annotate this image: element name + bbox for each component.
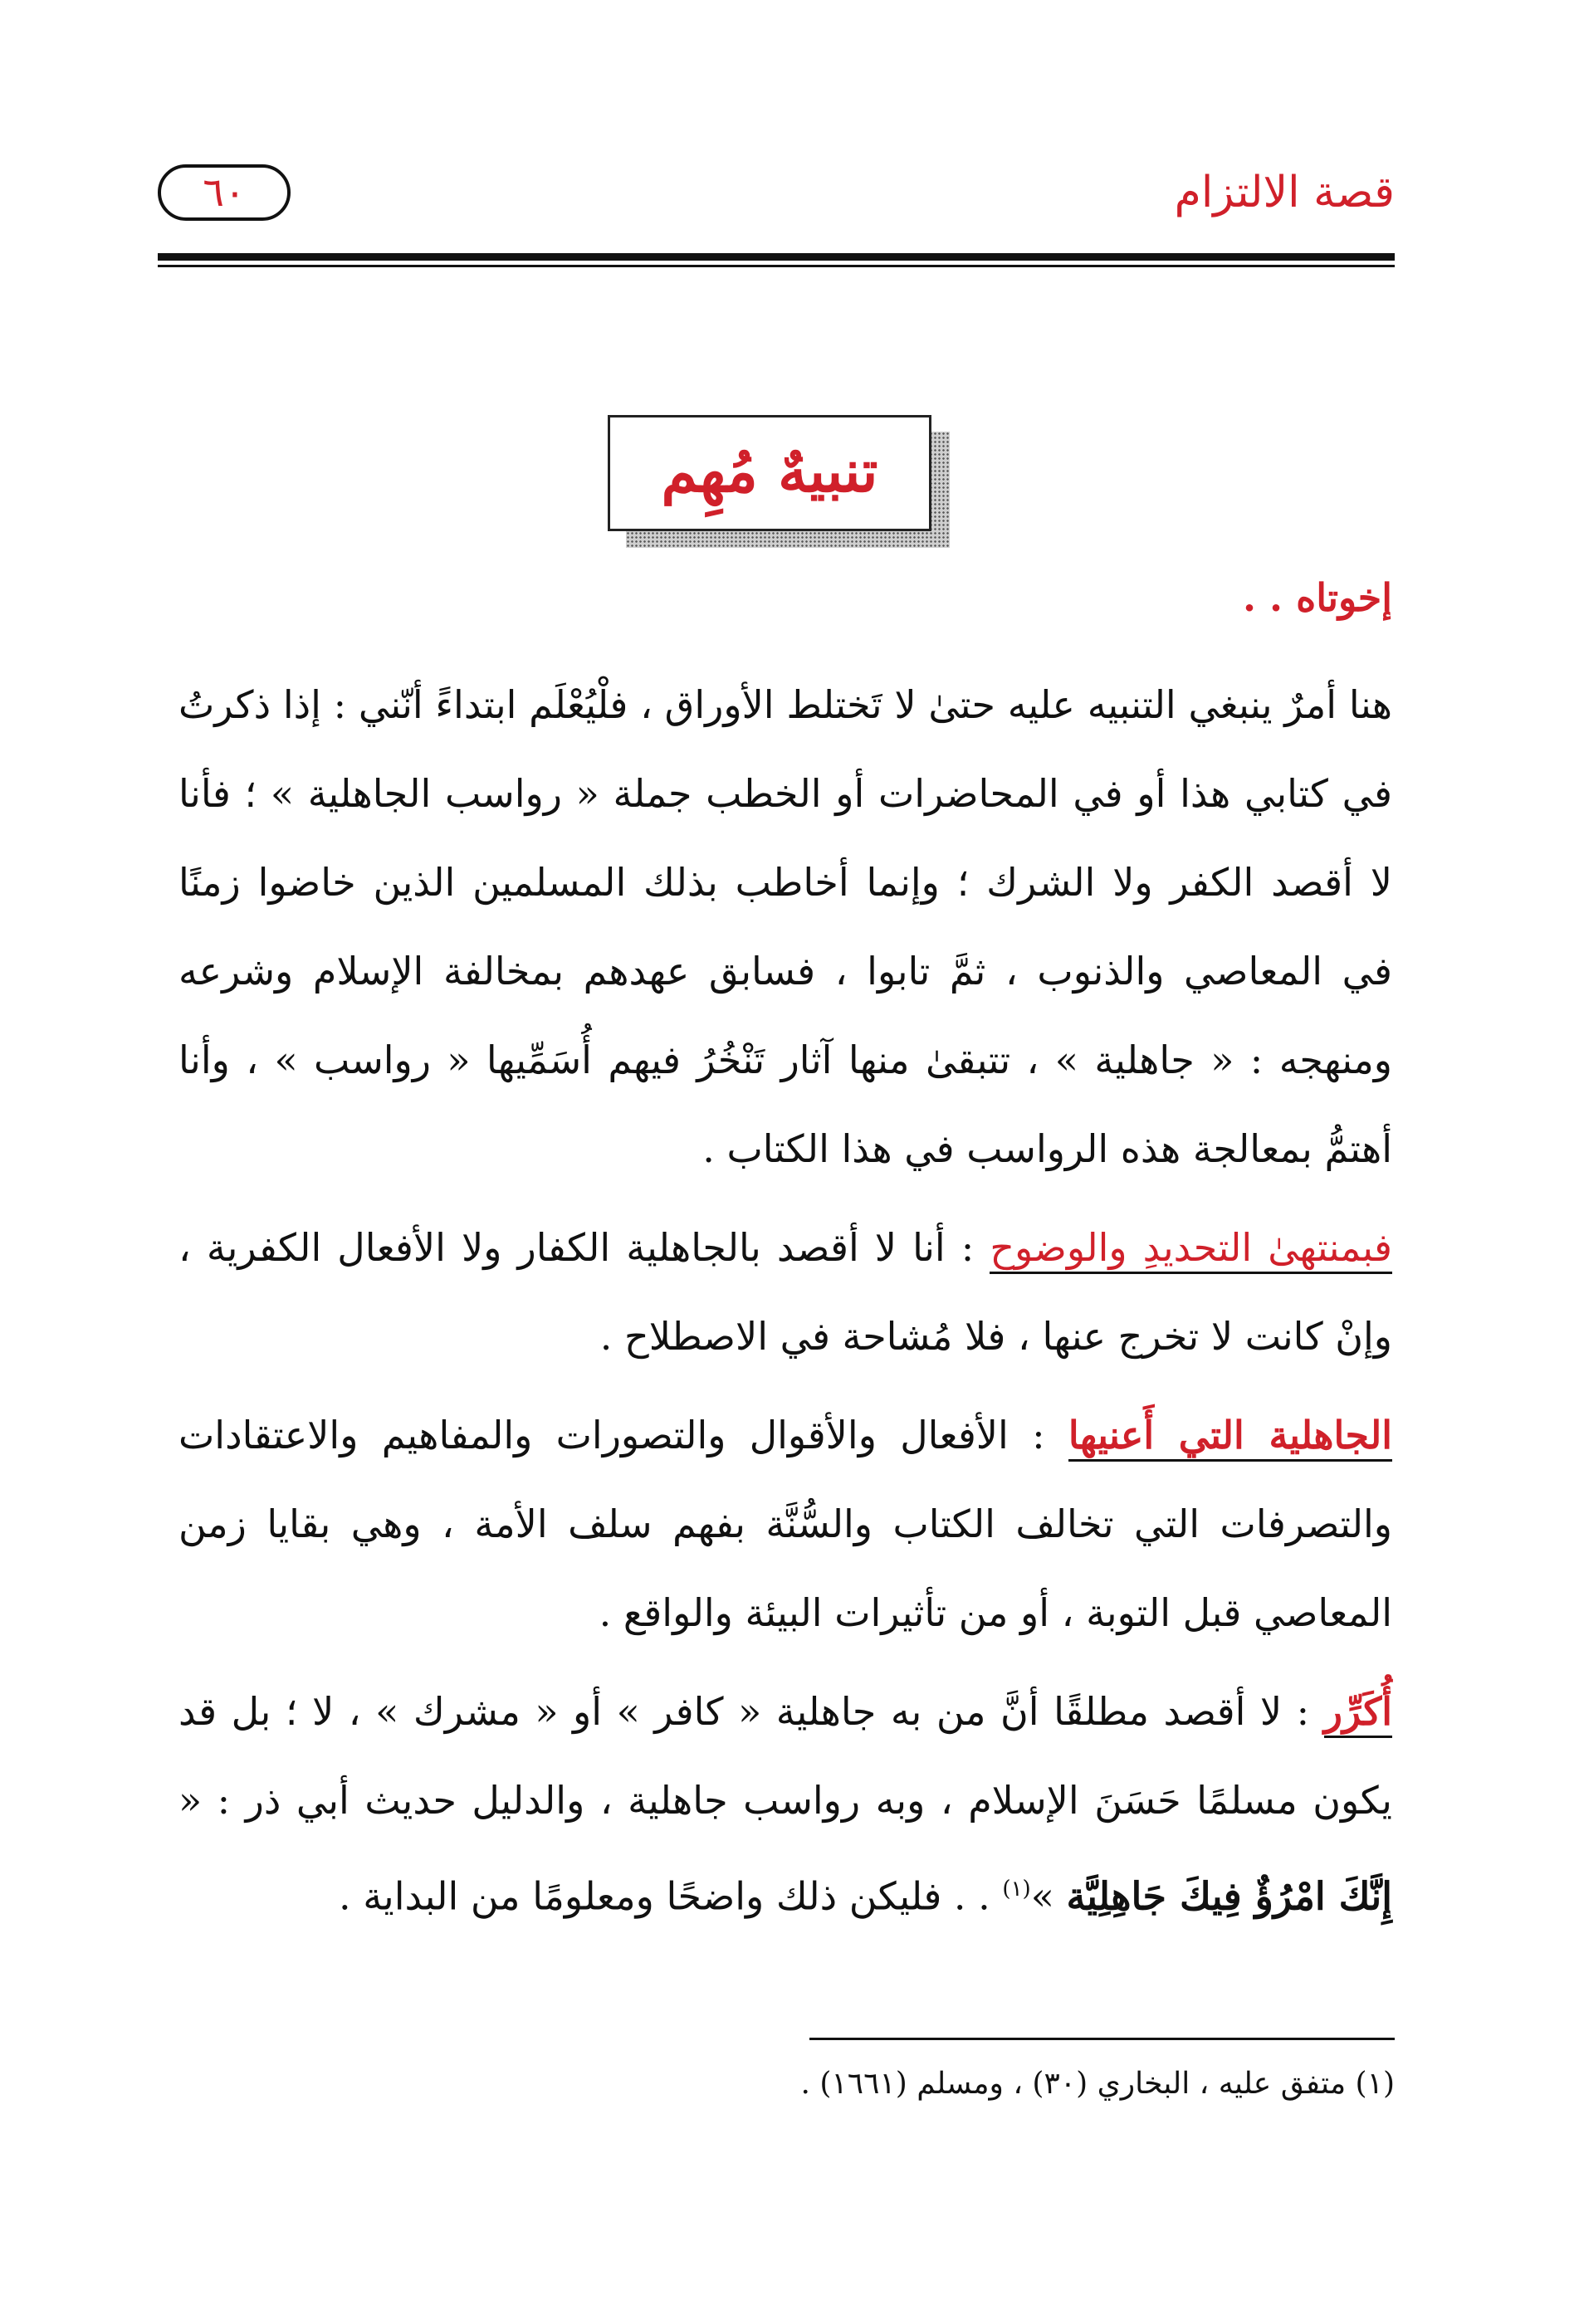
page-number-badge: ٦٠ <box>158 164 291 221</box>
paragraph-3 <box>178 1391 1392 1658</box>
paragraph-2-text: : أنا لا أقصد بالجاهلية الكفار ولا الأفعال الكفرية ، وإنْ كانت لا تخرج عنها ، فلا مُشاحة في الاصطلاح . <box>178 1225 1392 1359</box>
paragraph-4-text-c: . . فليكن ذلك واضحًا ومعلومًا من البداية . <box>338 1873 1003 1919</box>
paragraph-4-text-b: » <box>1030 1873 1067 1919</box>
paragraph-4-text-a: : لا أقصد مطلقًا أنَّ من به جاهلية « كافر » أو « مشرك » ، لا ؛ بل قد يكون مسلمًا حَسَنَ الإسلام ، وبه رواسب جاهلية ، والدليل حديث أبي ذر : « <box>178 1689 1392 1823</box>
section-title: تنبيهٌ مُهِم <box>608 415 931 531</box>
paragraph-4-lead: أُكَرِّر <box>1324 1689 1392 1738</box>
section-title-frame <box>608 415 946 544</box>
running-title: قصة الالتزام <box>1174 168 1395 217</box>
header-rule-thick <box>158 253 1395 261</box>
hadith-quote: إِنَّكَ امْرُؤٌ فِيكَ جَاهِلِيَّة <box>1066 1873 1392 1919</box>
page-header <box>158 149 1395 241</box>
paragraph-3-text: : الأفعال والأقوال والتصورات والمفاهيم والاعتقادات والتصرفات التي تخالف الكتاب والسُّنَّة بفهم سلف الأمة ، وهي بقايا زمن المعاصي قبل التوبة ، أو من تأثيرات البيئة والواقع . <box>178 1413 1392 1635</box>
paragraph-4 <box>178 1667 1392 1941</box>
paragraph-2 <box>178 1204 1392 1381</box>
paragraph-2-lead: فبمنتهىٰ التحديدِ والوضوح <box>990 1225 1392 1274</box>
salutation: إخوتاه . . <box>1243 575 1392 620</box>
paragraph-3-lead: الجاهلية التي أَعنيها <box>1068 1413 1392 1462</box>
body-text <box>178 564 1392 1950</box>
paragraph-1: هنا أمرٌ ينبغي التنبيه عليه حتىٰ لا تَختلط الأوراق ، فلْيُعْلَم ابتداءً أنّني : إذا ذكرتُ في كتابي هذا أو في المحاضرات أو الخطب جملة « رواسب الجاهلية » ؛ فأنا لا أقصد الكفر ولا الشرك ؛ وإنما أخاطب بذلك المسلمين الذين خاضوا زمنًا في المعاصي والذنوب ، ثمَّ تابوا ، فسابق عهدهم بمخالفة الإسلام وشرعه ومنهجه : « جاهلية » ، تتبقىٰ منها آثار تَنْخُرُ فيهم أُسَمِّيها « رواسب » ، وأنا أهتمُّ بمعالجة هذه الرواسب في هذا الكتاب . <box>178 682 1392 1171</box>
header-rule-thin <box>158 265 1395 267</box>
footnote: (١) متفق عليه ، البخاري (٣٠) ، ومسلم (١٦٦١) . <box>800 2067 1395 2101</box>
footnote-marker: (١) <box>1002 1877 1031 1902</box>
footnote-separator <box>809 2038 1395 2040</box>
